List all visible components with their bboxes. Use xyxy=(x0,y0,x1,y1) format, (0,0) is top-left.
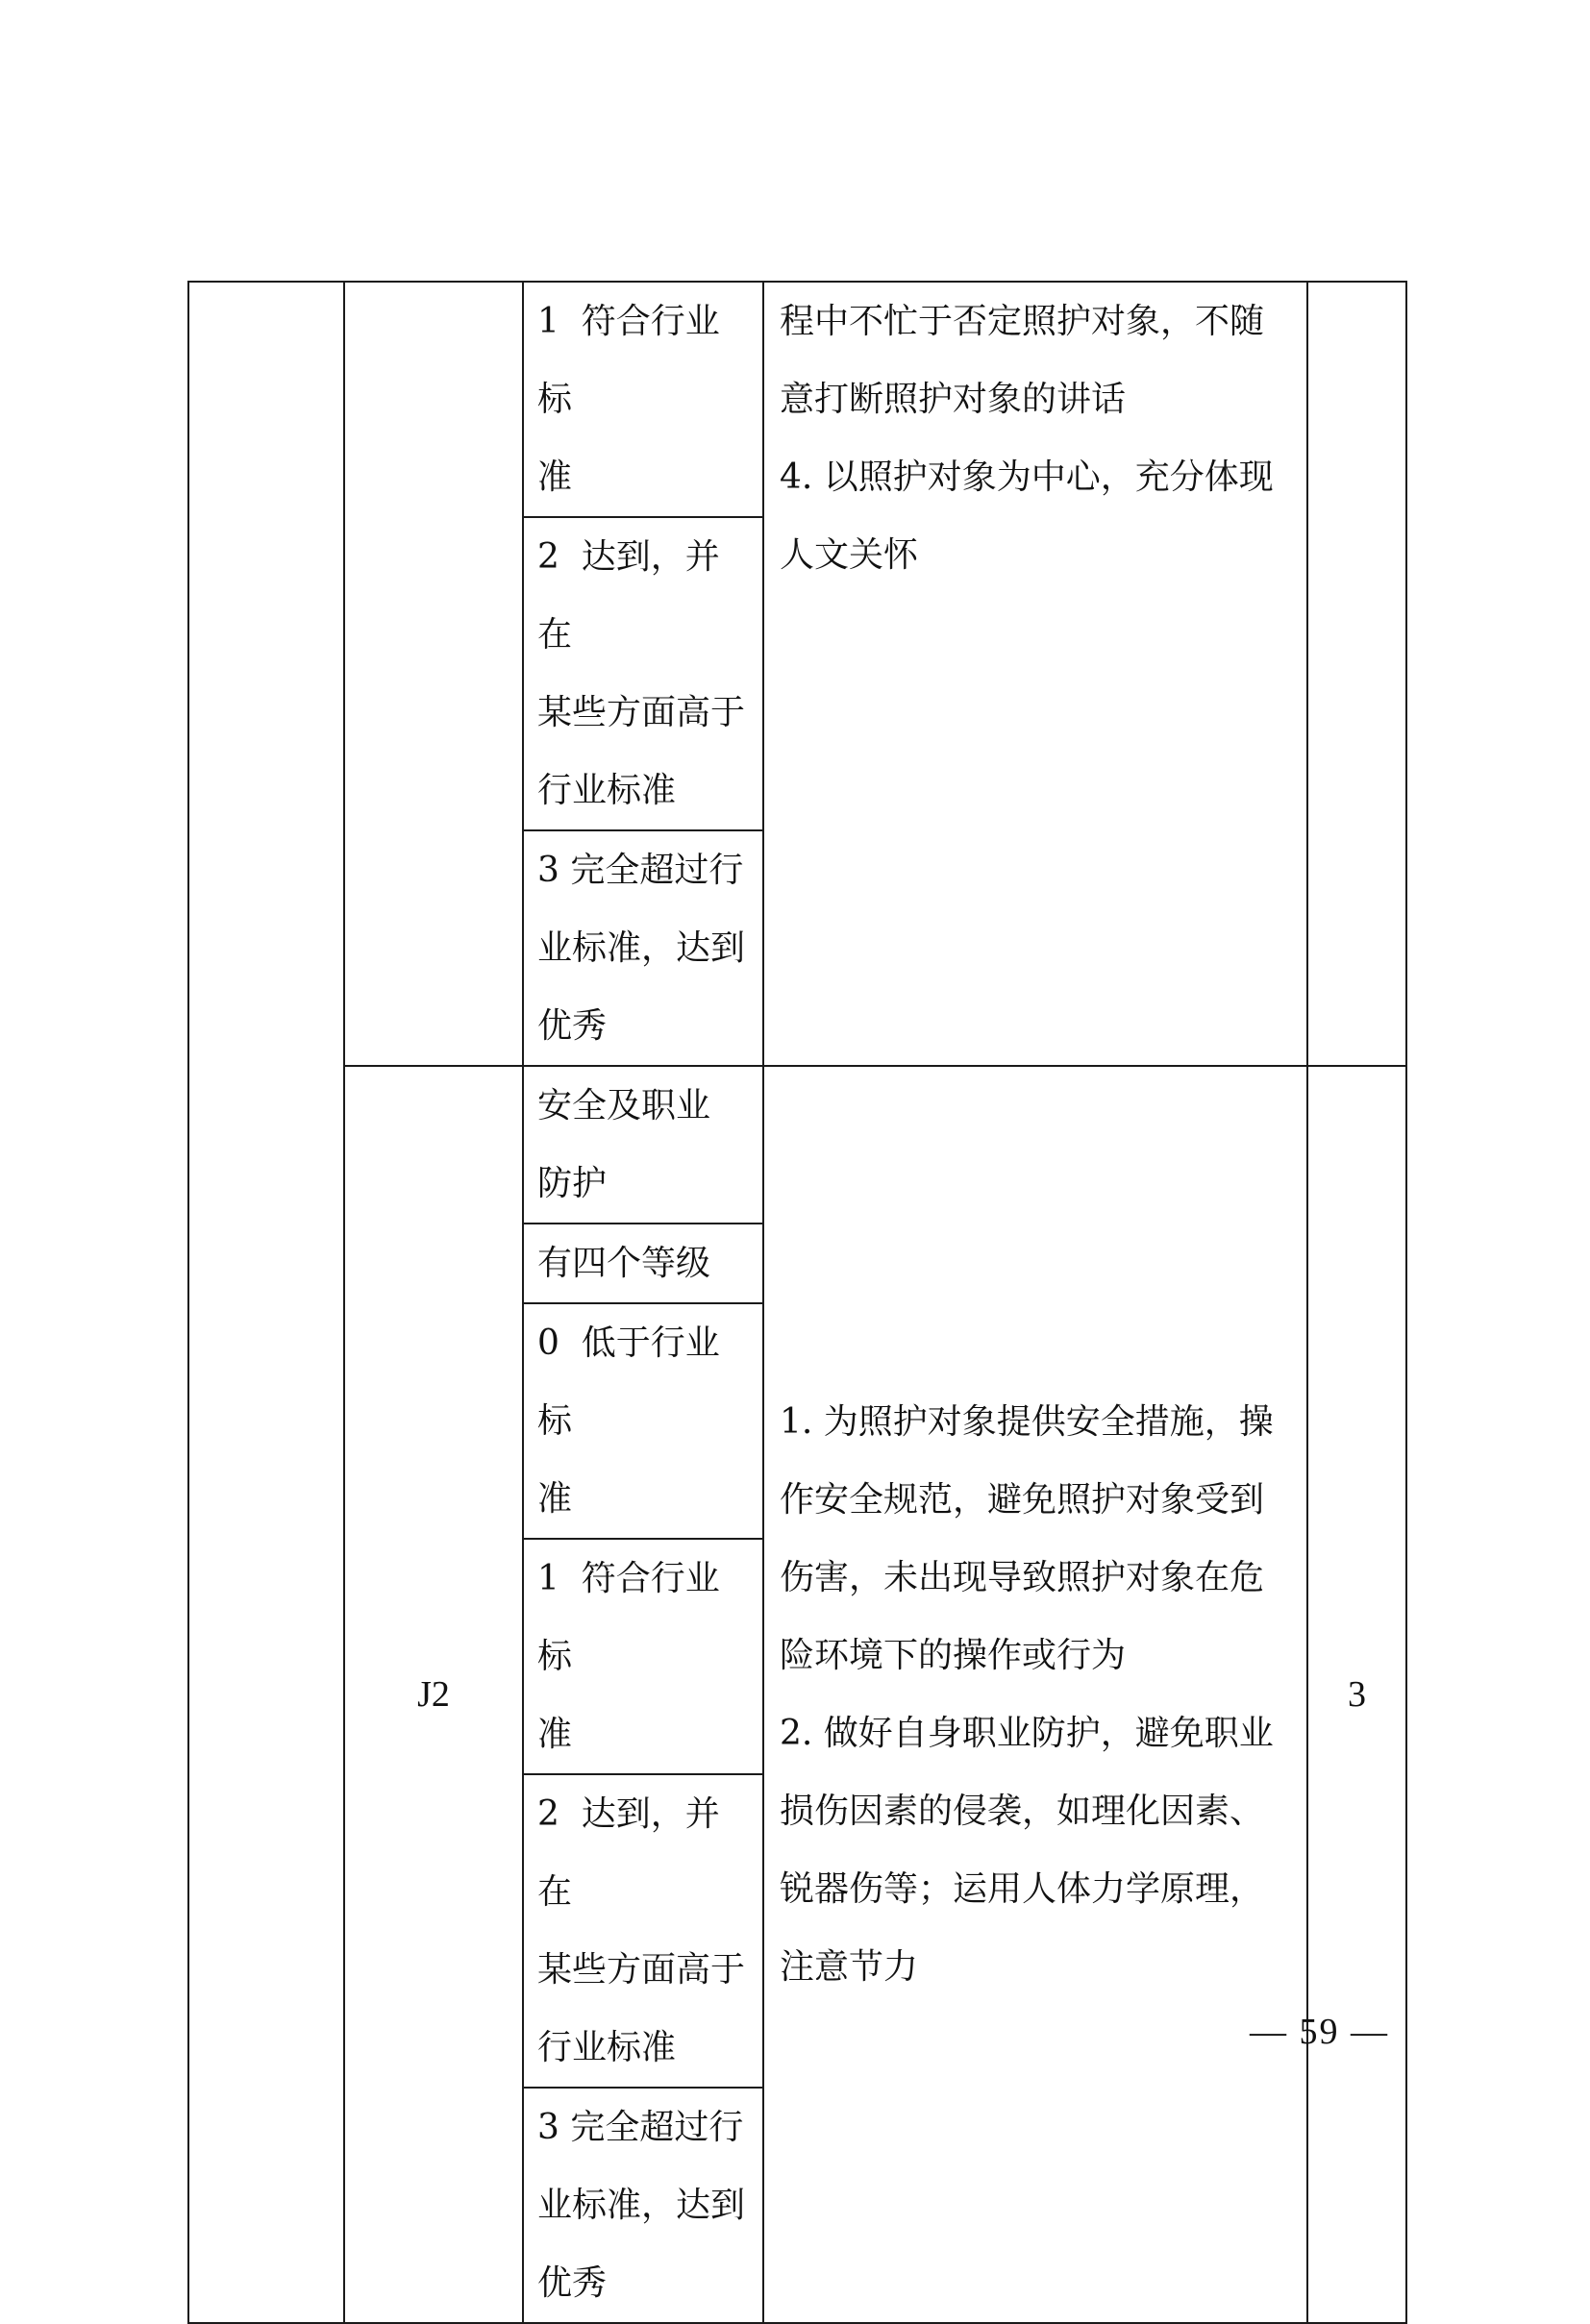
criteria-text: 0 低于行业标 准 xyxy=(537,1323,720,1519)
scoring-table xyxy=(187,281,1407,2324)
code-cell xyxy=(344,282,523,1066)
score-value: 3 xyxy=(1348,1674,1366,1715)
criteria-cell xyxy=(523,2088,763,2323)
criteria-cell xyxy=(523,1303,763,1539)
score-cell xyxy=(1307,1066,1406,2323)
description-text: 程中不忙于否定照护对象，不随 意打断照护对象的讲话 4. 以照护对象为中心，充分体现 人文关怀 xyxy=(780,302,1274,575)
category-cell xyxy=(188,282,344,2323)
criteria-cell xyxy=(523,830,763,1066)
criteria-text: 安全及职业 防护 xyxy=(537,1086,711,1203)
score-cell xyxy=(1307,282,1406,1066)
criteria-text: 2 达到，并在 某些方面高于 行业标准 xyxy=(537,537,746,810)
code-label: J2 xyxy=(417,1674,450,1715)
criteria-text: 1 符合行业标 准 xyxy=(537,1559,720,1754)
criteria-cell xyxy=(523,1539,763,1774)
description-cell xyxy=(763,1066,1307,2323)
criteria-cell xyxy=(523,1774,763,2088)
criteria-cell xyxy=(523,282,763,517)
criteria-text: 有四个等级 xyxy=(537,1244,711,1283)
criteria-text: 2 达到，并在 某些方面高于 行业标准 xyxy=(537,1794,746,2067)
table-row xyxy=(188,282,1406,517)
description-text: 1. 为照护对象提供安全措施，操 作安全规范，避免照护对象受到 伤害，未出现导致照护对象在危 险环境下的操作或行为 2. 做好自身职业防护，避免职业 损伤因素的侵袭，如理化因素、 锐器伤等；运用人体力学原理， 注意节力 xyxy=(780,1402,1274,1987)
criteria-cell xyxy=(523,1224,763,1303)
criteria-text: 3 完全超过行 业标准，达到 优秀 xyxy=(537,2108,746,2303)
page-number: — 59 — xyxy=(1250,2012,1389,2052)
criteria-text: 3 完全超过行 业标准，达到 优秀 xyxy=(537,851,746,1046)
criteria-cell xyxy=(523,1066,763,1224)
criteria-text: 1 符合行业标 准 xyxy=(537,302,720,497)
criteria-cell xyxy=(523,517,763,830)
description-cell xyxy=(763,282,1307,1066)
code-cell xyxy=(344,1066,523,2323)
table-row xyxy=(188,1066,1406,1224)
